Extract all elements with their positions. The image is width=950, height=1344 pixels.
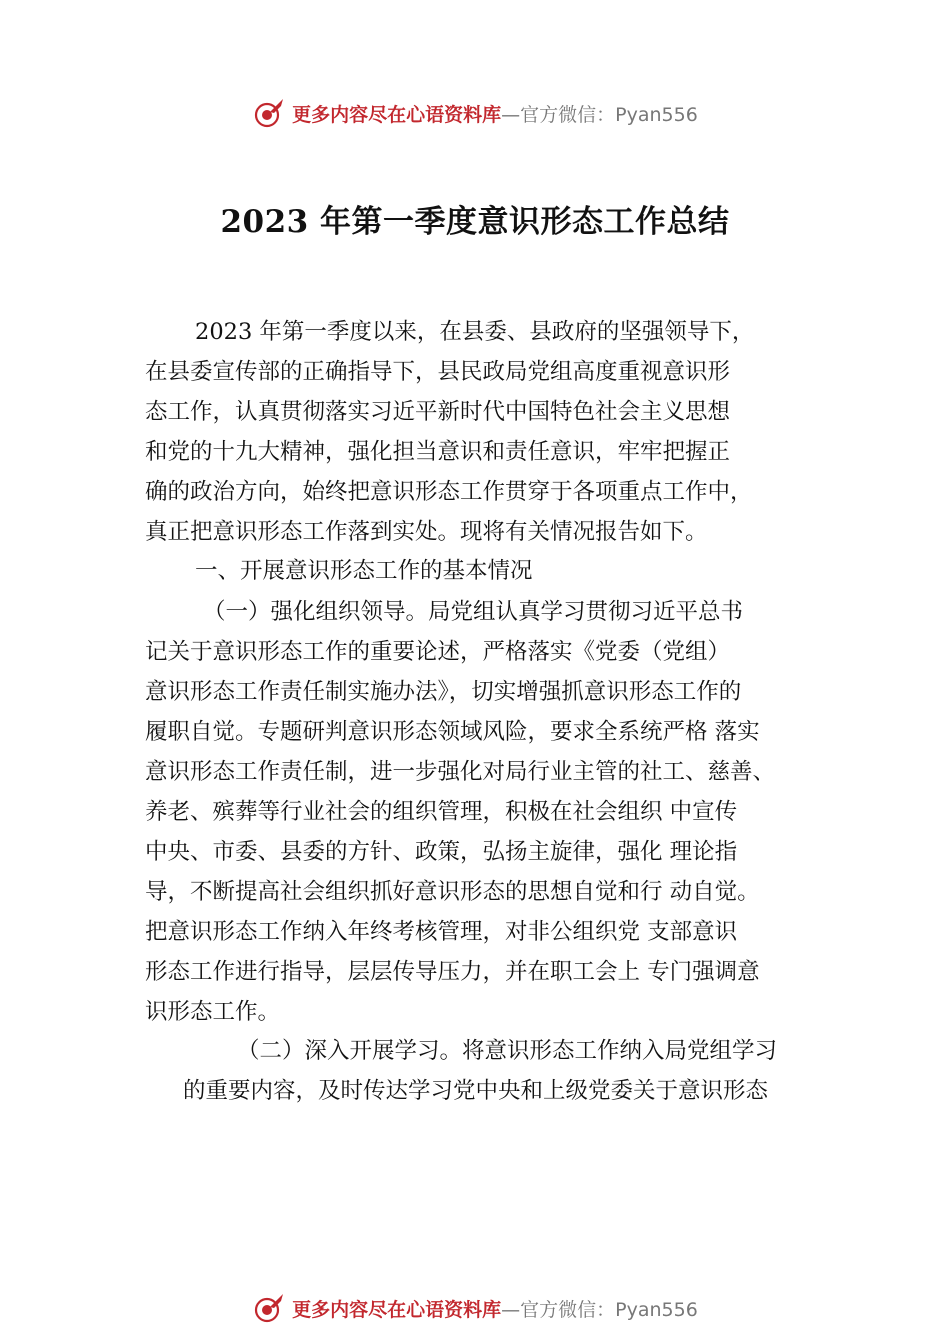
text-line: 形态工作进行指导，层层传导压力，并在职工会上 专门强调意	[145, 959, 760, 985]
watermark-contact-text: —官方微信：Pyan556	[501, 1298, 698, 1321]
text-line: （一）强化组织领导。局党组认真学习贯彻习近平总书	[203, 599, 744, 625]
text-line: 记关于意识形态工作的重要论述，严格落实《党委（党组）	[145, 639, 731, 665]
text-line: 把意识形态工作纳入年终考核管理，对非公组织党 支部意识	[145, 919, 738, 945]
section-heading-text: 一、开展意识形态工作的基本情况	[195, 558, 533, 584]
text-line: 履职自觉。专题研判意识形态领域风险，要求全系统严格 落实	[145, 719, 760, 745]
watermark-footer	[0, 1291, 950, 1325]
text-line: 的重要内容，及时传达学习党中央和上级党委关于意识形态	[183, 1078, 769, 1104]
text-line: 中央、市委、县委的方针、政策，弘扬主旋律，强化 理论指	[145, 839, 738, 865]
watermark-brand-text: 更多内容尽在心语资料库	[292, 103, 502, 126]
text-line: 意识形态工作责任制实施办法》，切实增强抓意识形态工作的	[145, 679, 742, 705]
watermark-brand-text: 更多内容尽在心语资料库	[292, 1298, 502, 1321]
text-line: 意识形态工作责任制，进一步强化对局行业主管的社工、慈善、	[145, 759, 776, 785]
text-line: 在县委宣传部的正确指导下，县民政局党组高度重视意识形	[145, 359, 731, 385]
text-line: 识形态工作。	[145, 999, 281, 1025]
text-line: 导，不断提高社会组织抓好意识形态的思想自觉和行 动自觉。	[145, 879, 760, 905]
text-line: 和党的十九大精神，强化担当意识和责任意识，牢牢把握正	[145, 439, 731, 465]
section-heading	[145, 551, 835, 591]
watermark-contact-text: —官方微信：Pyan556	[501, 103, 698, 126]
text-line: 养老、殡葬等行业社会的组织管理，积极在社会组织 中宣传	[145, 799, 738, 825]
quill-logo-icon	[252, 1291, 286, 1325]
subsection-2-paragraph	[145, 1031, 835, 1111]
text-line: 2023 年第一季度以来，在县委、县政府的坚强领导下，	[195, 319, 755, 345]
text-line: 态工作，认真贯彻落实习近平新时代中国特色社会主义思想	[145, 399, 731, 425]
quill-logo-icon	[252, 96, 286, 130]
watermark-header	[0, 96, 950, 130]
intro-paragraph	[145, 312, 835, 552]
document-title: 2023 年第一季度意识形态工作总结	[220, 204, 730, 240]
subsection-1-paragraph	[145, 592, 835, 1032]
text-line: （二）深入开展学习。将意识形态工作纳入局党组学习	[237, 1038, 778, 1064]
text-line: 真正把意识形态工作落到实处。现将有关情况报告如下。	[145, 519, 708, 545]
text-line: 确的政治方向，始终把意识形态工作贯穿于各项重点工作中，	[145, 479, 753, 505]
